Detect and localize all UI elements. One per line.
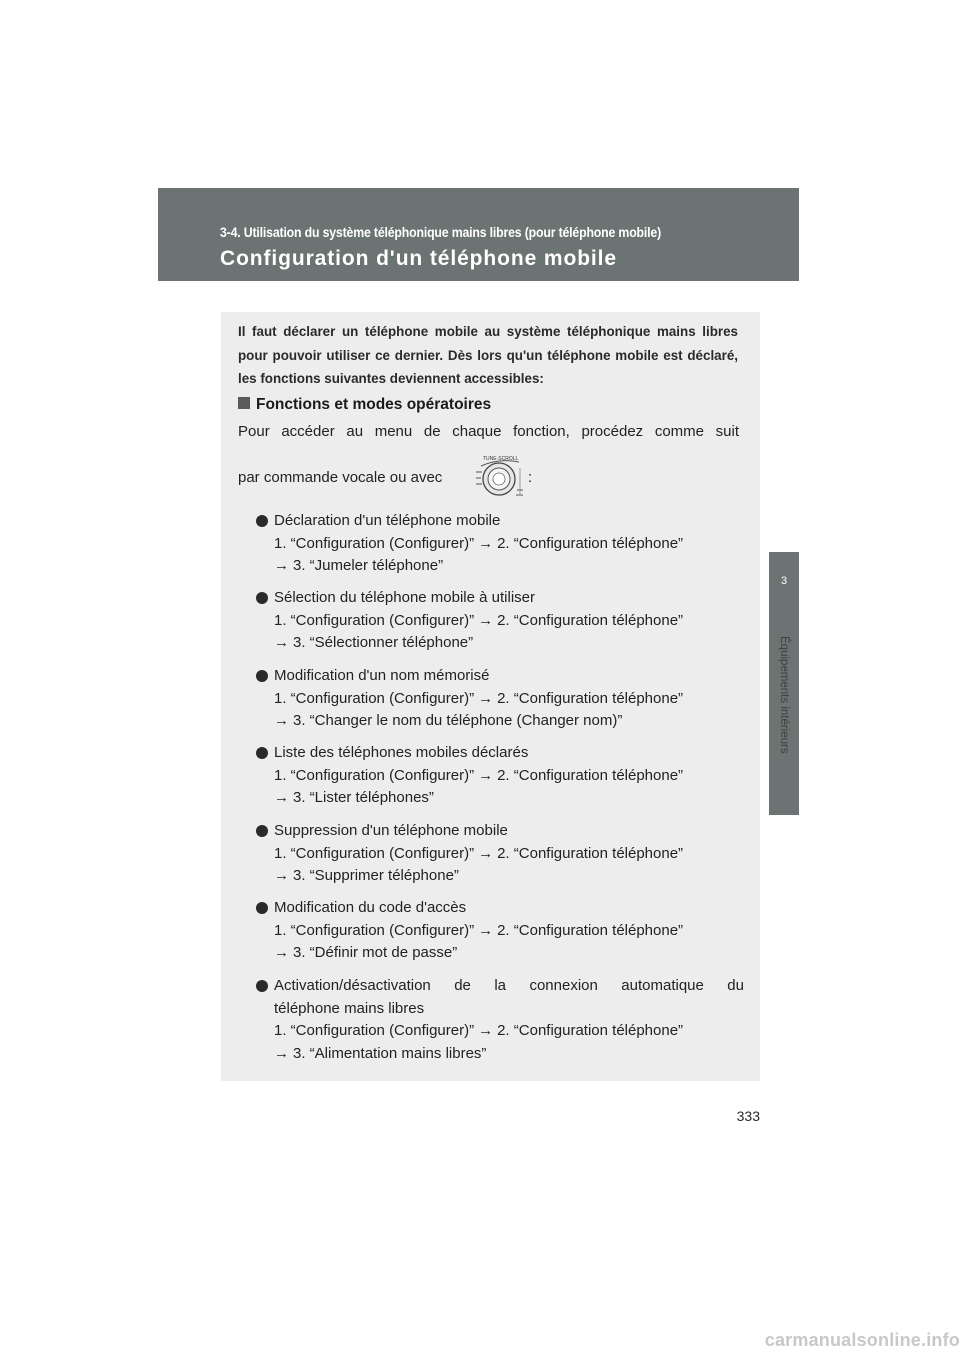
arrow-right-icon: → [478,766,494,784]
list-item [274,587,744,655]
item-title: Modification du code d'accès [274,899,467,916]
bullet-dot-icon [256,980,268,992]
item-path-result: → 3. “Définir mot de passe” [274,942,744,965]
item-path: 1. “Configuration (Configurer)” → 2. “Configuration téléphone” [274,610,744,633]
item-title: Sélection du téléphone mobile à utiliser [274,589,535,606]
subheading-text: Fonctions et modes opératoires [256,396,492,413]
instruction-line-1: Pour accéder au menu de chaque fonction, procédez comme suit [238,423,739,440]
item-title: Liste des téléphones mobiles déclarés [274,744,529,761]
arrow-right-icon: → [478,1022,494,1039]
item-path: 1. “Configuration (Configurer)” → 2. “Configuration téléphone” [274,688,744,711]
bullet-dot-icon [256,825,268,837]
arrow-right-icon: → [274,789,289,806]
arrow-right-icon: → [478,534,494,552]
item-path-result: → 3. “Alimentation mains libres” [274,1043,744,1066]
item-path: 1. “Configuration (Configurer)” → 2. “Configuration téléphone” [274,533,744,556]
arrow-right-icon: → [478,689,494,707]
item-path-result: → 3. “Lister téléphones” [274,787,744,810]
bullet-dot-icon [256,747,268,759]
item-path-result: → 3. “Changer le nom du téléphone (Changer nom)” [274,710,744,733]
list-item [274,510,744,578]
item-title-continued: téléphone mains libres [274,999,425,1017]
arrow-right-icon: → [274,867,289,884]
arrow-right-icon: → [478,844,494,862]
arrow-right-icon: → [478,611,494,629]
item-path: 1. “Configuration (Configurer)” → 2. “Configuration téléphone” [274,765,744,788]
item-path-result: → 3. “Jumeler téléphone” [274,555,744,578]
item-title: Déclaration d'un téléphone mobile [274,512,501,529]
section-subheading [238,396,491,414]
list-item [274,665,744,733]
intro-paragraph: Il faut déclarer un téléphone mobile au système téléphonique mains libres pour pouvoir utiliser ce dernier. Dès lors qu'un téléphone mobile est déclaré, les fonctions suivantes deviennent accessibles: [238,324,738,386]
bullet-dot-icon [256,592,268,604]
chapter-tab-label: Équipements intérieurs [778,636,790,754]
knob-label: TUNE·SCROLL [483,456,519,462]
list-item [274,897,744,965]
bullet-dot-icon [256,515,268,527]
list-item [274,975,744,1065]
page-title: Configuration d'un téléphone mobile [220,247,617,270]
item-title: Modification d'un nom mémorisé [274,667,490,684]
item-title: Suppression d'un téléphone mobile [274,822,508,839]
section-label: 3-4. Utilisation du système téléphonique mains libres (pour téléphone mobile) [220,224,662,240]
item-path: 1. “Configuration (Configurer)” → 2. “Configuration téléphone” [274,1020,744,1043]
item-path: 1. “Configuration (Configurer)” → 2. “Configuration téléphone” [274,843,744,866]
content-panel [221,312,760,1081]
arrow-right-icon: → [274,944,289,961]
bullet-dot-icon [256,670,268,682]
instruction-line-2-text: par commande vocale ou avec [238,469,443,486]
instruction-colon: : [528,469,533,486]
chapter-tab-label-wrap [774,636,794,796]
item-path-result: → 3. “Sélectionner téléphone” [274,632,744,655]
item-title: Activation/désactivation de la connexion automatique du [274,977,744,994]
chapter-header [158,188,799,281]
list-item [274,820,744,888]
arrow-right-icon: → [274,1044,289,1062]
tune-scroll-knob-icon [473,450,525,502]
chapter-number: 3 [780,575,788,587]
arrow-right-icon: → [274,557,289,574]
bullet-dot-icon [256,902,268,914]
item-path-result: → 3. “Supprimer téléphone” [274,865,744,888]
arrow-right-icon: → [274,634,289,651]
watermark: carmanualsonline.info [764,1330,960,1350]
list-item [274,742,744,810]
page-number: 333 [736,1108,760,1124]
item-path: 1. “Configuration (Configurer)” → 2. “Configuration téléphone” [274,920,744,943]
arrow-right-icon: → [478,921,494,939]
arrow-right-icon: → [274,712,289,729]
square-bullet-icon [238,397,250,409]
